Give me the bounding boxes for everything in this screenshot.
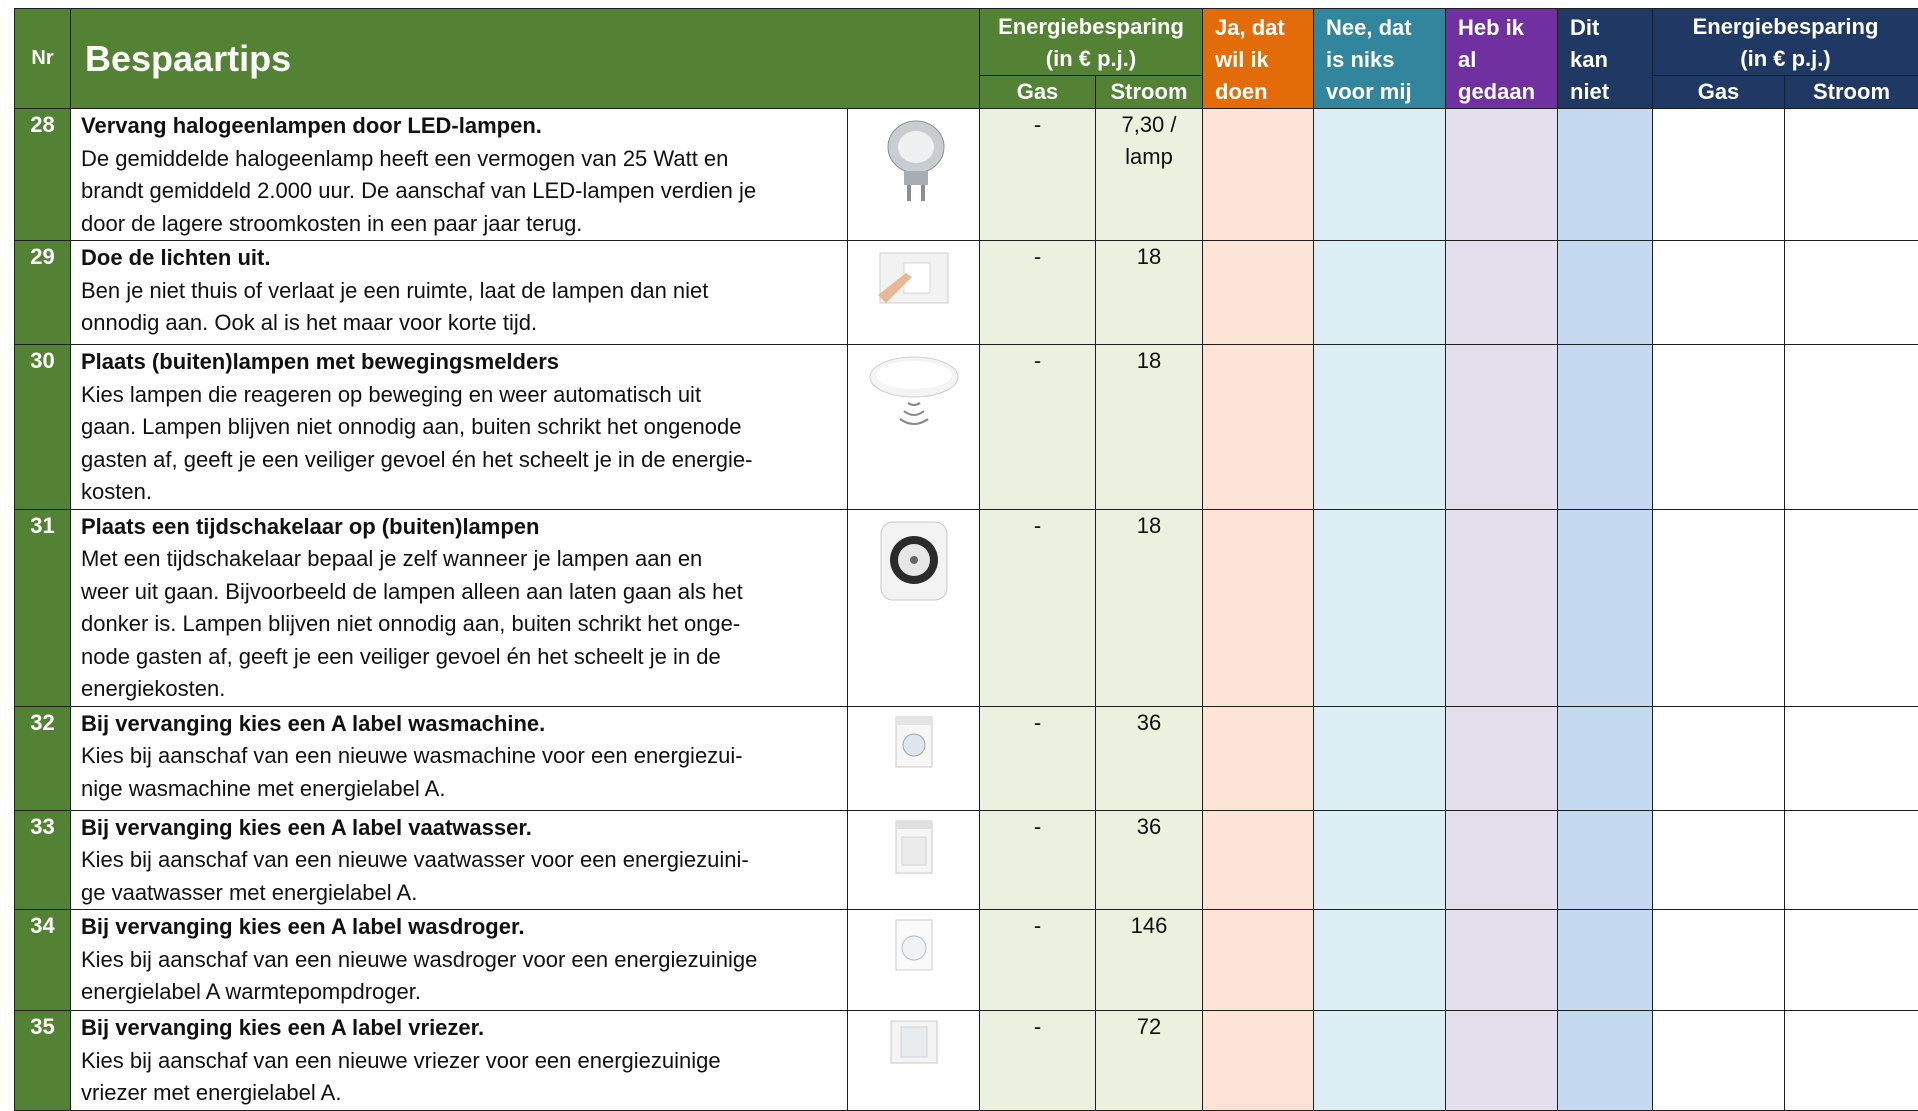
gas-input-cell[interactable] xyxy=(1653,345,1785,510)
tip-line: energiekosten. xyxy=(81,673,841,706)
ja-checkbox-cell[interactable] xyxy=(1203,910,1314,1011)
gas-savings: - xyxy=(980,910,1096,1011)
stroom-value: 18 xyxy=(1096,345,1202,377)
halogen-bulb-icon xyxy=(848,117,979,207)
gas-input-cell[interactable] xyxy=(1653,810,1785,910)
stroom-input-cell[interactable] xyxy=(1785,706,1918,810)
heb-header-line3: gedaan xyxy=(1458,76,1557,108)
table-row xyxy=(15,345,1918,510)
freezer-icon xyxy=(848,1019,979,1065)
stroom-savings xyxy=(1096,109,1203,241)
ja-checkbox-cell[interactable] xyxy=(1203,345,1314,510)
gas-input-cell[interactable] xyxy=(1653,706,1785,810)
washing-machine-icon xyxy=(848,715,979,769)
nee-checkbox-cell[interactable] xyxy=(1314,241,1446,345)
dit-checkbox-cell[interactable] xyxy=(1558,1011,1653,1111)
stroom-savings xyxy=(1096,706,1203,810)
dit-checkbox-cell[interactable] xyxy=(1558,345,1653,510)
dishwasher-icon xyxy=(848,819,979,875)
stroom-input-cell[interactable] xyxy=(1785,810,1918,910)
ja-checkbox-cell[interactable] xyxy=(1203,509,1314,706)
gas-header-2: Gas xyxy=(1653,76,1785,109)
tip-title: Plaats (buiten)lampen met bewegingsmelders xyxy=(81,346,841,379)
tip-image xyxy=(848,910,980,1011)
nee-checkbox-cell[interactable] xyxy=(1314,810,1446,910)
ja-header-line2: wil ik xyxy=(1215,44,1313,76)
bespaartips-table xyxy=(14,8,1918,1111)
tip-line: De gemiddelde halogeenlamp heeft een vermogen van 25 Watt en xyxy=(81,143,841,176)
tip-title: Bij vervanging kies een A label vaatwasser. xyxy=(81,812,841,845)
tip-line: donker is. Lampen blijven niet onnodig aan, buiten schrikt het onge- xyxy=(81,608,841,641)
tip-line: gaan. Lampen blijven niet onnodig aan, buiten schrikt het ongenode xyxy=(81,411,841,444)
gas-savings: - xyxy=(980,109,1096,241)
ja-checkbox-cell[interactable] xyxy=(1203,1011,1314,1111)
stroom-header: Stroom xyxy=(1096,76,1203,109)
stroom-header-2: Stroom xyxy=(1785,76,1918,109)
tip-line: Kies bij aanschaf van een nieuwe vriezer voor een energiezuinige xyxy=(81,1045,841,1078)
dit-checkbox-cell[interactable] xyxy=(1558,109,1653,241)
tip-line: Met een tijdschakelaar bepaal je zelf wanneer je lampen aan en xyxy=(81,543,841,576)
dit-checkbox-cell[interactable] xyxy=(1558,241,1653,345)
tip-text xyxy=(71,345,848,510)
stroom-input-cell[interactable] xyxy=(1785,509,1918,706)
tip-title: Bij vervanging kies een A label wasdroger. xyxy=(81,911,841,944)
savings-header-1-line1: Energiebesparing xyxy=(980,11,1202,43)
heb-checkbox-cell[interactable] xyxy=(1446,810,1558,910)
table-row xyxy=(15,706,1918,810)
gas-header: Gas xyxy=(980,76,1096,109)
heb-header-line1: Heb ik xyxy=(1458,12,1557,44)
gas-savings: - xyxy=(980,509,1096,706)
tip-image xyxy=(848,345,980,510)
dit-header-line2: kan xyxy=(1570,44,1652,76)
table-row xyxy=(15,241,1918,345)
gas-input-cell[interactable] xyxy=(1653,509,1785,706)
tip-title: Vervang halogeenlampen door LED-lampen. xyxy=(81,110,841,143)
tip-line: vriezer met energielabel A. xyxy=(81,1077,841,1110)
tip-line: kosten. xyxy=(81,476,841,509)
tip-image xyxy=(848,706,980,810)
tip-line: Kies bij aanschaf van een nieuwe wasmachine voor een energiezui- xyxy=(81,740,841,773)
page-title: Bespaartips xyxy=(71,9,980,109)
tip-text xyxy=(71,509,848,706)
nee-header-line3: voor mij xyxy=(1326,76,1445,108)
ja-header-line1: Ja, dat xyxy=(1215,12,1313,44)
stroom-savings xyxy=(1096,810,1203,910)
tip-text xyxy=(71,706,848,810)
tip-text xyxy=(71,810,848,910)
tip-line: Ben je niet thuis of verlaat je een ruimte, laat de lampen dan niet xyxy=(81,275,841,308)
savings-header-1 xyxy=(980,9,1203,76)
nee-checkbox-cell[interactable] xyxy=(1314,706,1446,810)
tip-line: nige wasmachine met energielabel A. xyxy=(81,773,841,806)
tip-image xyxy=(848,810,980,910)
gas-savings: - xyxy=(980,241,1096,345)
stroom-savings xyxy=(1096,910,1203,1011)
stroom-input-cell[interactable] xyxy=(1785,910,1918,1011)
stroom-savings xyxy=(1096,509,1203,706)
gas-savings: - xyxy=(980,1011,1096,1111)
nee-checkbox-cell[interactable] xyxy=(1314,345,1446,510)
nee-header-line1: Nee, dat xyxy=(1326,12,1445,44)
gas-input-cell[interactable] xyxy=(1653,1011,1785,1111)
tip-line: Kies bij aanschaf van een nieuwe wasdroger voor een energiezuinige xyxy=(81,944,841,977)
dit-checkbox-cell[interactable] xyxy=(1558,810,1653,910)
tip-title: Plaats een tijdschakelaar op (buiten)lampen xyxy=(81,511,841,544)
dit-header xyxy=(1558,9,1653,109)
stroom-value: 146 xyxy=(1096,910,1202,942)
table-row xyxy=(15,109,1918,241)
dit-header-line1: Dit xyxy=(1570,12,1652,44)
dit-checkbox-cell[interactable] xyxy=(1558,509,1653,706)
row-number: 30 xyxy=(15,345,71,510)
tip-line: ge vaatwasser met energielabel A. xyxy=(81,877,841,910)
nee-header xyxy=(1314,9,1446,109)
light-switch-icon xyxy=(848,249,979,307)
ja-header-line3: doen xyxy=(1215,76,1313,108)
stroom-input-cell[interactable] xyxy=(1785,345,1918,510)
gas-savings: - xyxy=(980,810,1096,910)
row-number: 29 xyxy=(15,241,71,345)
heb-header xyxy=(1446,9,1558,109)
nee-checkbox-cell[interactable] xyxy=(1314,910,1446,1011)
stroom-savings xyxy=(1096,241,1203,345)
stroom-value: 18 xyxy=(1096,510,1202,542)
heb-checkbox-cell[interactable] xyxy=(1446,706,1558,810)
tip-title: Bij vervanging kies een A label wasmachine. xyxy=(81,708,841,741)
ja-header xyxy=(1203,9,1314,109)
ja-checkbox-cell[interactable] xyxy=(1203,109,1314,241)
row-number: 31 xyxy=(15,509,71,706)
table-row xyxy=(15,1011,1918,1111)
tip-line: Kies lampen die reageren op beweging en weer automatisch uit xyxy=(81,379,841,412)
savings-header-2-line1: Energiebesparing xyxy=(1653,11,1918,43)
tip-line: door de lagere stroomkosten in een paar jaar terug. xyxy=(81,208,841,241)
stroom-savings xyxy=(1096,1011,1203,1111)
heb-checkbox-cell[interactable] xyxy=(1446,1011,1558,1111)
tip-line: Kies bij aanschaf van een nieuwe vaatwasser voor een energiezuini- xyxy=(81,844,841,877)
dit-header-line3: niet xyxy=(1570,76,1652,108)
header-row-top xyxy=(15,9,1918,76)
stroom-value: 36 xyxy=(1096,707,1202,739)
row-number: 33 xyxy=(15,810,71,910)
stroom-savings xyxy=(1096,345,1203,510)
row-number: 34 xyxy=(15,910,71,1011)
tip-line: node gasten af, geeft je een veiliger gevoel én het scheelt je in de xyxy=(81,641,841,674)
savings-header-2 xyxy=(1653,9,1918,76)
heb-checkbox-cell[interactable] xyxy=(1446,509,1558,706)
tip-line: weer uit gaan. Bijvoorbeeld de lampen alleen aan laten gaan als het xyxy=(81,576,841,609)
nee-header-line2: is niks xyxy=(1326,44,1445,76)
tip-text xyxy=(71,1011,848,1111)
dit-checkbox-cell[interactable] xyxy=(1558,910,1653,1011)
row-number: 28 xyxy=(15,109,71,241)
tip-line: brandt gemiddeld 2.000 uur. De aanschaf van LED-lampen verdien je xyxy=(81,175,841,208)
stroom-value: 36 xyxy=(1096,811,1202,843)
stroom-value: 72 xyxy=(1096,1011,1202,1043)
gas-input-cell[interactable] xyxy=(1653,910,1785,1011)
stroom-input-cell[interactable] xyxy=(1785,1011,1918,1111)
ja-checkbox-cell[interactable] xyxy=(1203,241,1314,345)
nee-checkbox-cell[interactable] xyxy=(1314,509,1446,706)
tip-image xyxy=(848,109,980,241)
tip-text xyxy=(71,241,848,345)
tip-image xyxy=(848,509,980,706)
stroom-value: 7,30 / xyxy=(1096,109,1202,141)
nee-checkbox-cell[interactable] xyxy=(1314,1011,1446,1111)
dit-checkbox-cell[interactable] xyxy=(1558,706,1653,810)
ja-checkbox-cell[interactable] xyxy=(1203,810,1314,910)
table-row xyxy=(15,509,1918,706)
gas-savings: - xyxy=(980,706,1096,810)
tip-line: energielabel A warmtepompdroger. xyxy=(81,976,841,1009)
tip-line: onnodig aan. Ook al is het maar voor korte tijd. xyxy=(81,307,841,340)
motion-sensor-lamp-icon xyxy=(848,353,979,437)
gas-savings: - xyxy=(980,345,1096,510)
tip-image xyxy=(848,241,980,345)
tip-text xyxy=(71,910,848,1011)
tip-title: Doe de lichten uit. xyxy=(81,242,841,275)
heb-checkbox-cell[interactable] xyxy=(1446,910,1558,1011)
stroom-input-cell[interactable] xyxy=(1785,109,1918,241)
heb-checkbox-cell[interactable] xyxy=(1446,345,1558,510)
gas-input-cell[interactable] xyxy=(1653,109,1785,241)
nr-header: Nr xyxy=(15,9,71,109)
tip-text xyxy=(71,109,848,241)
timer-switch-icon xyxy=(848,518,979,604)
tip-image xyxy=(848,1011,980,1111)
savings-header-1-line2: (in € p.j.) xyxy=(980,43,1202,75)
stroom-input-cell[interactable] xyxy=(1785,241,1918,345)
heb-header-line2: al xyxy=(1458,44,1557,76)
tip-title: Bij vervanging kies een A label vriezer. xyxy=(81,1012,841,1045)
dryer-icon xyxy=(848,918,979,972)
ja-checkbox-cell[interactable] xyxy=(1203,706,1314,810)
savings-header-2-line2: (in € p.j.) xyxy=(1653,43,1918,75)
nee-checkbox-cell[interactable] xyxy=(1314,109,1446,241)
row-number: 35 xyxy=(15,1011,71,1111)
heb-checkbox-cell[interactable] xyxy=(1446,109,1558,241)
tip-line: gasten af, geeft je een veiliger gevoel én het scheelt je in de energie- xyxy=(81,444,841,477)
table-row xyxy=(15,910,1918,1011)
stroom-value: lamp xyxy=(1096,141,1202,173)
stroom-value: 18 xyxy=(1096,241,1202,273)
table-row xyxy=(15,810,1918,910)
heb-checkbox-cell[interactable] xyxy=(1446,241,1558,345)
gas-input-cell[interactable] xyxy=(1653,241,1785,345)
row-number: 32 xyxy=(15,706,71,810)
